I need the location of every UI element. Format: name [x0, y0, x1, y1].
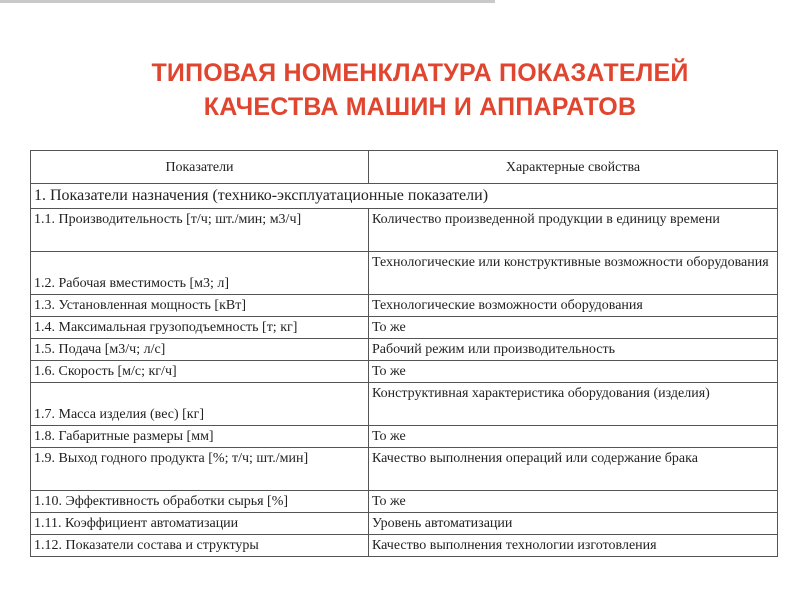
table-row	[31, 513, 778, 535]
property-cell: Конструктивная характеристика оборудования (изделия)	[369, 383, 778, 426]
table-row	[31, 317, 778, 339]
property-cell: Количество произведенной продукции в единицу времени	[369, 209, 778, 252]
indicator-cell: 1.5. Подача [м3/ч; л/с]	[31, 339, 369, 361]
table-row	[31, 535, 778, 557]
indicator-cell: 1.12. Показатели состава и структуры	[31, 535, 369, 557]
indicator-cell: 1.8. Габаритные размеры [мм]	[31, 426, 369, 448]
property-cell: Уровень автоматизации	[369, 513, 778, 535]
property-cell: То же	[369, 361, 778, 383]
table-row	[31, 448, 778, 491]
section-row	[31, 184, 778, 209]
indicator-cell: 1.11. Коэффициент автоматизации	[31, 513, 369, 535]
property-cell: Качество выполнения операций или содержание брака	[369, 448, 778, 491]
table-row	[31, 491, 778, 513]
table-row	[31, 426, 778, 448]
property-cell: То же	[369, 491, 778, 513]
header-indicators: Показатели	[31, 151, 369, 184]
indicator-cell: 1.6. Скорость [м/с; кг/ч]	[31, 361, 369, 383]
property-cell: Рабочий режим или производительность	[369, 339, 778, 361]
table-row	[31, 295, 778, 317]
property-cell: Технологические возможности оборудования	[369, 295, 778, 317]
property-cell: То же	[369, 317, 778, 339]
indicator-cell: 1.2. Рабочая вместимость [м3; л]	[31, 252, 369, 295]
indicator-cell: 1.7. Масса изделия (вес) [кг]	[31, 383, 369, 426]
property-cell: То же	[369, 426, 778, 448]
table-header-row	[31, 151, 778, 184]
section-title: 1. Показатели назначения (технико-эксплуатационные показатели)	[31, 184, 778, 209]
nomenclature-table	[30, 150, 778, 557]
indicator-cell: 1.3. Установленная мощность [кВт]	[31, 295, 369, 317]
table-row	[31, 361, 778, 383]
table-row	[31, 209, 778, 252]
property-cell: Технологические или конструктивные возможности оборудования	[369, 252, 778, 295]
table-row	[31, 252, 778, 295]
indicator-cell: 1.4. Максимальная грузоподъемность [т; кг]	[31, 317, 369, 339]
title-line-1: ТИПОВАЯ НОМЕНКЛАТУРА ПОКАЗАТЕЛЕЙ	[151, 59, 689, 87]
header-properties: Характерные свойства	[369, 151, 778, 184]
title-line-2: КАЧЕСТВА МАШИН И АППАРАТОВ	[203, 93, 637, 121]
indicator-cell: 1.10. Эффективность обработки сырья [%]	[31, 491, 369, 513]
indicator-cell: 1.9. Выход годного продукта [%; т/ч; шт./мин]	[31, 448, 369, 491]
page-title	[60, 56, 780, 124]
indicator-cell: 1.1. Производительность [т/ч; шт./мин; м3/ч]	[31, 209, 369, 252]
property-cell: Качество выполнения технологии изготовления	[369, 535, 778, 557]
table-row	[31, 383, 778, 426]
table-row	[31, 339, 778, 361]
top-divider-line	[0, 0, 495, 3]
